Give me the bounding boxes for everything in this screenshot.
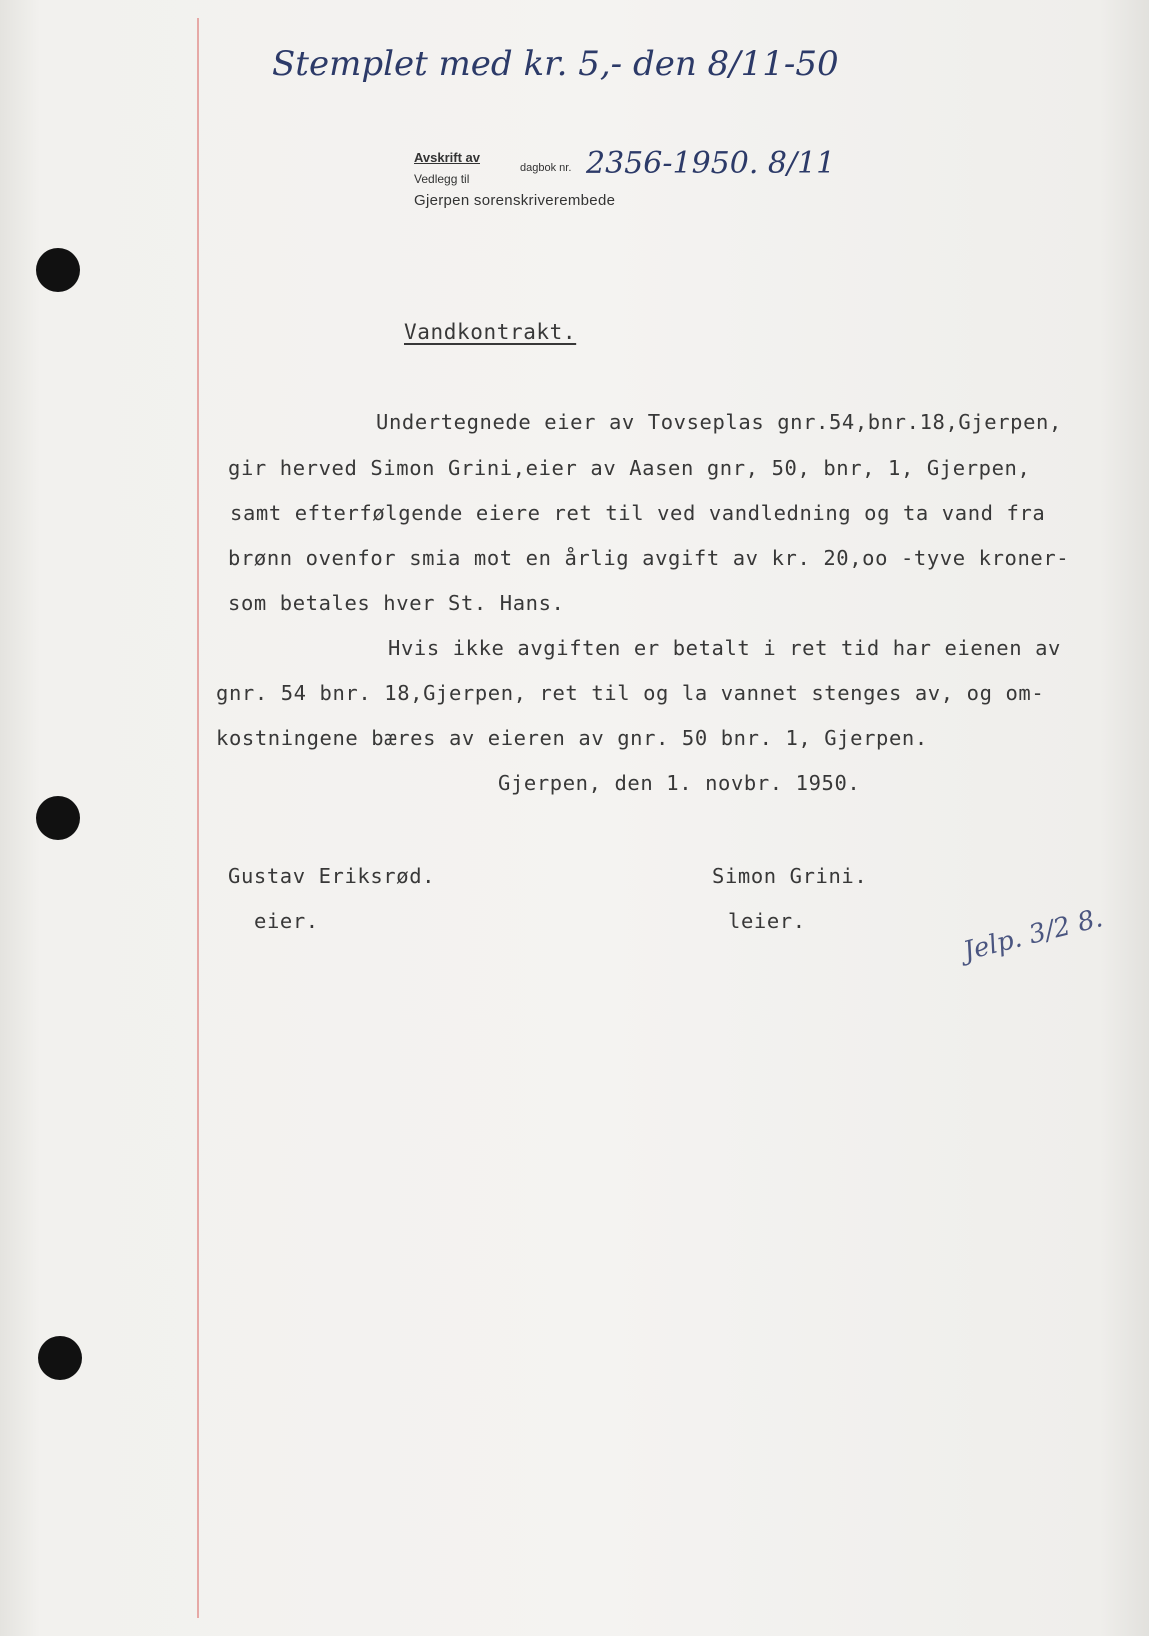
handwritten-initials: Jelp. 3/2 8. xyxy=(960,903,1106,967)
paragraph2-line2: gnr. 54 bnr. 18,Gjerpen, ret til og la vannet stenges av, og om- xyxy=(216,681,1045,705)
paragraph2-line3: kostningene bæres av eieren av gnr. 50 bnr. 1, Gjerpen. xyxy=(216,726,928,750)
signature-right-role: leier. xyxy=(728,909,806,933)
paragraph1-line2: gir herved Simon Grini,eier av Aasen gnr, 50, bnr, 1, Gjerpen, xyxy=(228,456,1031,480)
stamp-label-dagbok: dagbok nr. xyxy=(520,162,572,174)
margin-line xyxy=(197,18,199,1618)
place-date: Gjerpen, den 1. novbr. 1950. xyxy=(498,771,861,795)
paragraph2-line1: Hvis ikke avgiften er betalt i ret tid har eienen av xyxy=(388,636,1061,660)
stamp-label-avskrift: Avskrift av xyxy=(414,150,480,165)
paragraph1-line1: Undertegnede eier av Tovseplas gnr.54,bnr.18,Gjerpen, xyxy=(376,410,1062,434)
signature-right-name: Simon Grini. xyxy=(712,864,868,888)
document-title: Vandkontrakt. xyxy=(404,320,577,344)
punch-hole-top xyxy=(36,248,80,292)
stamp-handwritten-number: 2356-1950. 8/11 xyxy=(586,146,836,181)
punch-hole-middle xyxy=(36,796,80,840)
punch-hole-bottom xyxy=(38,1336,82,1380)
paragraph1-line3: samt efterfølgende eiere ret til ved vandledning og ta vand fra xyxy=(230,501,1046,525)
stamp-label-vedlegg: Vedlegg til xyxy=(414,172,470,186)
paragraph1-line4: brønn ovenfor smia mot en årlig avgift av kr. 20,oo -tyve kroner- xyxy=(228,546,1070,570)
signature-left-name: Gustav Eriksrød. xyxy=(228,864,436,888)
stamp-office: Gjerpen sorenskriverembede xyxy=(414,192,616,209)
paragraph1-line5: som betales hver St. Hans. xyxy=(228,591,565,615)
signature-left-role: eier. xyxy=(254,909,319,933)
handwritten-stamp-note: Stemplet med kr. 5,- den 8/11-50 xyxy=(272,44,839,84)
registry-stamp xyxy=(414,146,836,209)
